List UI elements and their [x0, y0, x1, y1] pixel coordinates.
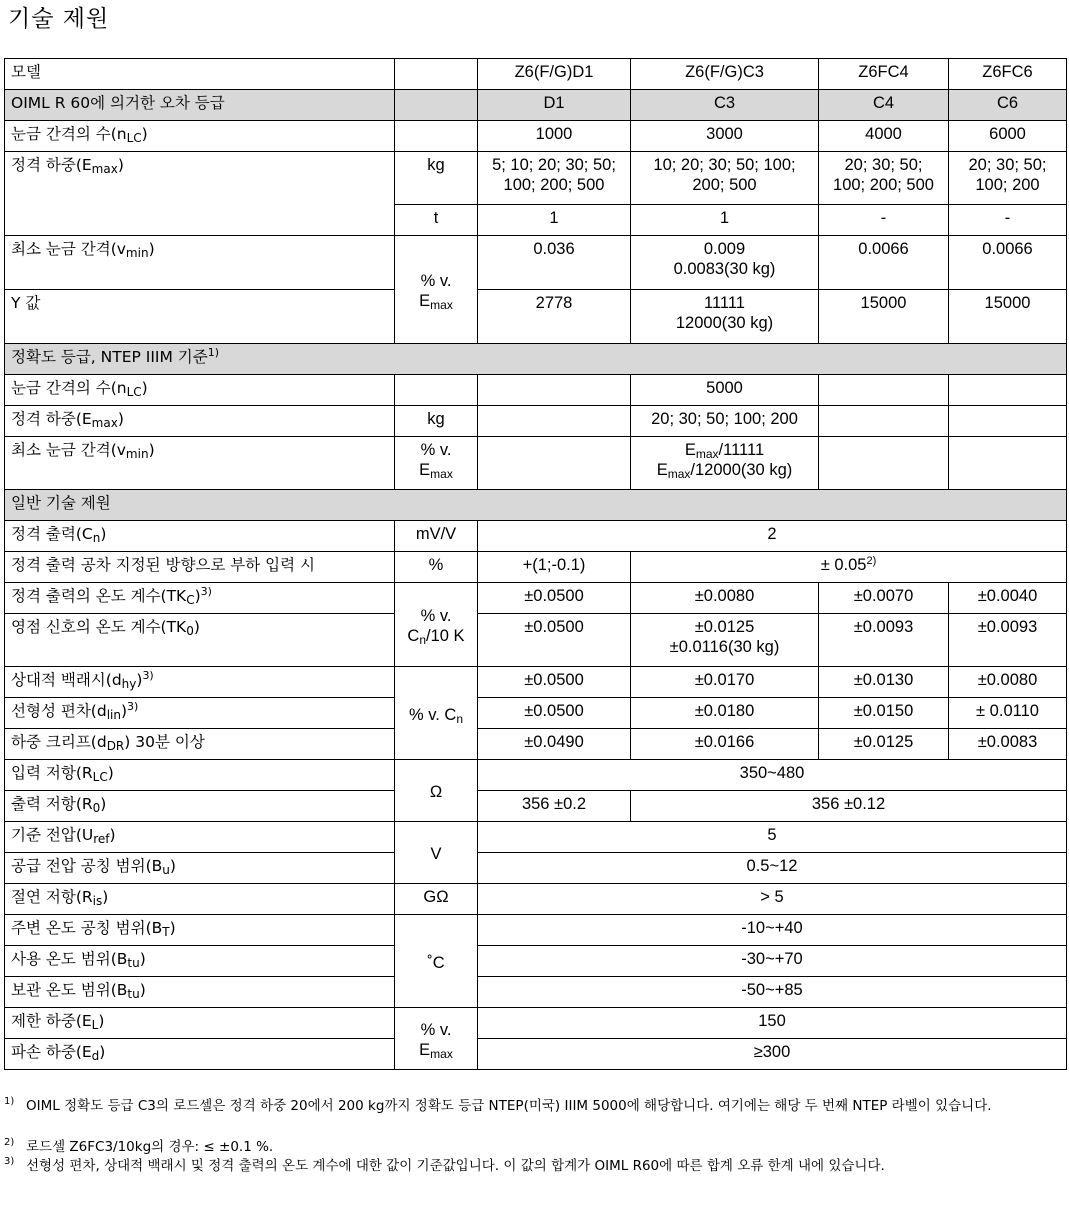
value-cell: > 5	[478, 884, 1067, 915]
row-label: 눈금 간격의 수$(n_{LC})$	[5, 375, 395, 406]
value-cell: 356 ±0.12	[631, 791, 1067, 822]
table-row	[5, 152, 1067, 205]
model-col: Z6(F/G)C3	[631, 59, 819, 90]
value-cell: 0.0066	[949, 236, 1067, 290]
row-label: 보관 온도 범위$(B_{tu})$	[5, 977, 395, 1008]
row-label: 최소 눈금 간격$(v_{min})$	[5, 437, 395, 490]
row-label: 최소 눈금 간격$(v_{min})$	[5, 236, 395, 290]
row-label: 출력 저항$(R_0)$	[5, 791, 395, 822]
value-cell: 356 ±0.2	[478, 791, 631, 822]
row-label: 정격 하중$(E_{max})$	[5, 406, 395, 437]
class-cell: C3	[631, 90, 819, 121]
class-cell: D1	[478, 90, 631, 121]
section-row-ntep	[5, 344, 1067, 375]
value-cell: $E_{max}/11111$ $E_{max}/12000(30$ kg)	[631, 437, 819, 490]
table-row	[5, 583, 1067, 614]
value-cell: 5; 10; 20; 30; 50; 100; 200; 500	[478, 152, 631, 205]
value-cell: -	[949, 205, 1067, 236]
table-row	[5, 437, 1067, 490]
row-label: 선형성 편차$(d_{lin})^{3)}$	[5, 698, 395, 729]
section-label: OIML R 60에 의거한 오차 등급	[5, 90, 395, 121]
value-cell: 150	[478, 1008, 1067, 1039]
unit-cell: %	[395, 552, 478, 583]
value-cell: ±0.0130	[819, 667, 949, 698]
value-cell: 0.036	[478, 236, 631, 290]
unit-cell: % v. $C_n/10$ K	[395, 583, 478, 667]
unit-cell: % v. $E_{max}$	[395, 1008, 478, 1070]
value-cell: 350~480	[478, 760, 1067, 791]
value-cell: ±0.0080	[631, 583, 819, 614]
table-row	[5, 853, 1067, 884]
value-cell: ±0.0150	[819, 698, 949, 729]
table-row	[5, 791, 1067, 822]
table-row	[5, 1039, 1067, 1070]
value-cell: 2	[478, 521, 1067, 552]
value-cell: ≥300	[478, 1039, 1067, 1070]
table-row-header	[5, 59, 1067, 90]
value-cell: 2778	[478, 290, 631, 344]
value-cell: ±0.0500	[478, 583, 631, 614]
table-row	[5, 884, 1067, 915]
section-label: 정확도 등급, NTEP IIIM 기준$^{1)}$	[5, 344, 1067, 375]
row-label: 정격 하중$(E_{max})$	[5, 152, 395, 236]
value-cell: 3000	[631, 121, 819, 152]
table-row	[5, 977, 1067, 1008]
value-cell: 5000	[631, 375, 819, 406]
value-cell: ±0.0083	[949, 729, 1067, 760]
value-cell: ±0.0093	[949, 614, 1067, 667]
value-cell: 1	[478, 205, 631, 236]
table-row	[5, 667, 1067, 698]
table-row	[5, 760, 1067, 791]
unit-cell: % v. $E_{max}$	[395, 437, 478, 490]
table-row	[5, 236, 1067, 290]
table-row	[5, 290, 1067, 344]
row-label: 입력 저항$(R_{LC})$	[5, 760, 395, 791]
table-row	[5, 406, 1067, 437]
table-row	[5, 698, 1067, 729]
row-label: 절연 저항$(R_{is})$	[5, 884, 395, 915]
value-cell: 20; 30; 50; 100; 200	[949, 152, 1067, 205]
value-cell: -50~+85	[478, 977, 1067, 1008]
value-cell: ±0.0500	[478, 614, 631, 667]
value-cell: 0.0066	[819, 236, 949, 290]
unit-cell: ˚C	[395, 915, 478, 1008]
value-cell: ±0.0093	[819, 614, 949, 667]
row-label: 영점 신호의 온도 계수$(TK_0)$	[5, 614, 395, 667]
value-cell: 0.5~12	[478, 853, 1067, 884]
row-label: 정격 출력$(C_n)$	[5, 521, 395, 552]
value-cell: ±0.0490	[478, 729, 631, 760]
value-cell: 1	[631, 205, 819, 236]
value-cell: ±0.0070	[819, 583, 949, 614]
value-cell: 6000	[949, 121, 1067, 152]
row-label: 하중 크리프$(d_{DR})$ 30분 이상	[5, 729, 395, 760]
value-cell: ±0.0170	[631, 667, 819, 698]
table-row	[5, 521, 1067, 552]
spec-table	[4, 58, 1067, 1070]
table-row	[5, 552, 1067, 583]
class-cell: C4	[819, 90, 949, 121]
value-cell: 10; 20; 30; 50; 100; 200; 500	[631, 152, 819, 205]
value-cell: -	[819, 205, 949, 236]
value-cell: -10~+40	[478, 915, 1067, 946]
model-col: Z6FC6	[949, 59, 1067, 90]
unit-cell: % v. $C_n$	[395, 667, 478, 760]
row-label: 공급 전압 공칭 범위$(B_u)$	[5, 853, 395, 884]
section-label: 일반 기술 제원	[5, 490, 1067, 521]
table-row	[5, 822, 1067, 853]
row-label: 눈금 간격의 수$(n_{LC})$	[5, 121, 395, 152]
class-cell: C6	[949, 90, 1067, 121]
table-row	[5, 729, 1067, 760]
table-row	[5, 1008, 1067, 1039]
value-cell: ±0.0500	[478, 698, 631, 729]
row-label: 제한 하중$(E_L)$	[5, 1008, 395, 1039]
value-cell: 20; 30; 50; 100; 200; 500	[819, 152, 949, 205]
table-row	[5, 375, 1067, 406]
value-cell: 15000	[819, 290, 949, 344]
unit-cell: kg	[395, 152, 478, 205]
value-cell: ±0.0500	[478, 667, 631, 698]
unit-cell: GΩ	[395, 884, 478, 915]
page-title: 기술 제원	[8, 6, 110, 32]
value-cell: ± $0.05^{2)}$	[631, 552, 1067, 583]
unit-cell: kg	[395, 406, 478, 437]
unit-cell: Ω	[395, 760, 478, 822]
table-row	[5, 915, 1067, 946]
value-cell: ±0.0180	[631, 698, 819, 729]
value-cell: ±0.0080	[949, 667, 1067, 698]
table-row	[5, 946, 1067, 977]
value-cell: 11111 12000(30 kg)	[631, 290, 819, 344]
value-cell: 1000	[478, 121, 631, 152]
unit-cell: % v. $E_{max}$	[395, 236, 478, 344]
table-row	[5, 614, 1067, 667]
value-cell: ±0.0125	[819, 729, 949, 760]
row-label: 상대적 백래시$(d_{hy})^{3)}$	[5, 667, 395, 698]
value-cell: 0.009 0.0083(30 kg)	[631, 236, 819, 290]
unit-cell: t	[395, 205, 478, 236]
unit-cell: V	[395, 822, 478, 884]
value-cell: -30~+70	[478, 946, 1067, 977]
row-label: 정격 출력 공차 지정된 방향으로 부하 입력 시	[5, 552, 395, 583]
section-row-general	[5, 490, 1067, 521]
row-label: 사용 온도 범위$(B_{tu})$	[5, 946, 395, 977]
row-label: Y 값	[5, 290, 395, 344]
value-cell: +(1;-0.1)	[478, 552, 631, 583]
model-col: Z6FC4	[819, 59, 949, 90]
value-cell: ± 0.0110	[949, 698, 1067, 729]
value-cell: ±0.0040	[949, 583, 1067, 614]
value-cell: 4000	[819, 121, 949, 152]
value-cell: 5	[478, 822, 1067, 853]
table-row	[5, 121, 1067, 152]
model-col: Z6(F/G)D1	[478, 59, 631, 90]
section-row-oiml	[5, 90, 1067, 121]
row-label: 정격 출력의 온도 계수$(TK_C)^{3)}$	[5, 583, 395, 614]
unit-cell: mV/V	[395, 521, 478, 552]
value-cell: ±0.0166	[631, 729, 819, 760]
row-label: 파손 하중$(E_d)$	[5, 1039, 395, 1070]
row-label: 기준 전압$(U_{ref})$	[5, 822, 395, 853]
value-cell: 20; 30; 50; 100; 200	[631, 406, 819, 437]
value-cell: 15000	[949, 290, 1067, 344]
value-cell: ±0.0125 ±0.0116(30 kg)	[631, 614, 819, 667]
header-label: 모델	[5, 59, 395, 90]
row-label: 주변 온도 공칭 범위$(B_T)$	[5, 915, 395, 946]
